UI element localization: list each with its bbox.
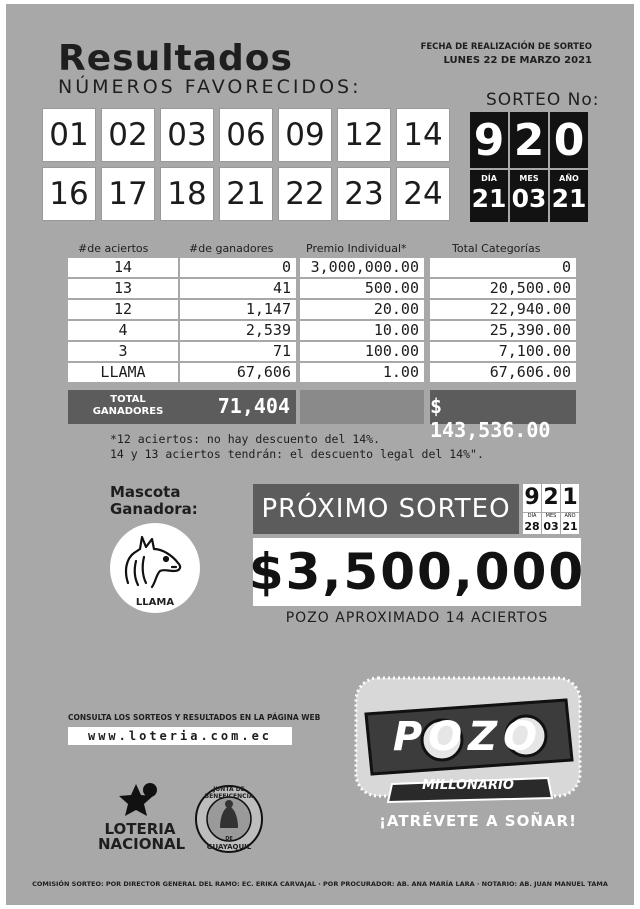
total-amount-row — [430, 390, 576, 442]
cell-aciertos: 4 — [68, 321, 178, 340]
col-header-premio: Premio Individual* — [306, 242, 407, 255]
col-header-total: Total Categorías — [452, 242, 541, 255]
cell-total: 20,500.00 — [430, 279, 576, 298]
total-winners-row — [68, 390, 296, 424]
cell-ganadores: 71 — [180, 342, 296, 361]
draw-month — [510, 170, 548, 222]
draw-day — [470, 170, 508, 222]
next-draw-label: PRÓXIMO SORTEO — [253, 484, 519, 534]
cell-total: 67,606.00 — [430, 363, 576, 382]
junta-beneficencia-seal — [194, 784, 264, 854]
cell-ganadores: 67,606 — [180, 363, 296, 382]
next-month-label: MES — [545, 513, 557, 519]
next-draw-month — [542, 513, 560, 534]
cell-premio: 10.00 — [300, 321, 424, 340]
next-draw-digit: 2 — [543, 485, 559, 510]
winning-number: 16 — [42, 167, 96, 221]
cell-total: 7,100.00 — [430, 342, 576, 361]
winning-number: 03 — [160, 108, 214, 162]
total-label-line1: TOTAL — [110, 394, 146, 405]
cell-aciertos: 13 — [68, 279, 178, 298]
cell-premio: 3,000,000.00 — [300, 258, 424, 277]
pozo-millonario-logo — [352, 674, 584, 808]
website-caption: CONSULTA LOS SORTEOS Y RESULTADOS EN LA PÁGINA WEB — [68, 713, 321, 722]
cell-aciertos: 3 — [68, 342, 178, 361]
total-winners-label — [78, 394, 178, 418]
next-year-label: AÑO — [564, 513, 576, 519]
total-amount-value: $ 143,536.00 — [430, 394, 551, 442]
slogan: ¡ATRÉVETE A SOÑAR! — [379, 812, 577, 830]
mascot-label — [110, 484, 198, 518]
draw-day-label: DÍA — [481, 174, 497, 183]
mascot-label-line1: Mascota — [110, 483, 181, 501]
next-month-value: 03 — [543, 520, 559, 533]
cell-ganadores: 0 — [180, 258, 296, 277]
winning-number: 01 — [42, 108, 96, 162]
winning-number: 21 — [219, 167, 273, 221]
website-url[interactable]: www.loteria.com.ec — [68, 727, 292, 745]
seal-top-text: JUNTA DE BENEFICENCIA — [204, 786, 254, 800]
cell-ganadores: 2,539 — [180, 321, 296, 340]
cell-premio: 100.00 — [300, 342, 424, 361]
winning-number: 17 — [101, 167, 155, 221]
winning-number: 06 — [219, 108, 273, 162]
total-blank-cell — [300, 390, 424, 424]
col-header-aciertos: #de aciertos — [78, 242, 149, 255]
draw-day-value: 21 — [471, 184, 507, 213]
winning-number: 23 — [337, 167, 391, 221]
cell-total: 22,940.00 — [430, 300, 576, 319]
next-day-value: 28 — [524, 520, 540, 533]
jackpot-amount: $3,500,000 — [253, 538, 581, 606]
cell-aciertos: 14 — [68, 258, 178, 277]
star-icon — [110, 780, 162, 820]
cell-premio: 20.00 — [300, 300, 424, 319]
total-winners-value: 71,404 — [217, 394, 290, 418]
cell-premio: 1.00 — [300, 363, 424, 382]
next-draw-day — [523, 513, 541, 534]
mascot-badge — [110, 523, 200, 613]
draw-month-value: 03 — [511, 184, 547, 213]
note-line-2: 14 y 13 aciertos tendrán: el descuento legal del 14%". — [110, 447, 484, 461]
draw-number-digit: 2 — [510, 112, 548, 168]
winning-number: 12 — [337, 108, 391, 162]
next-year-value: 21 — [562, 520, 578, 533]
draw-year-value: 21 — [551, 184, 587, 213]
next-draw-digit: 1 — [562, 485, 578, 510]
results-sheet — [6, 4, 634, 905]
next-draw-year — [561, 513, 579, 534]
seal-bottom-text: GUAYAQUIL — [206, 843, 252, 851]
draw-year-label: AÑO — [559, 174, 579, 183]
winning-number: 22 — [278, 167, 332, 221]
draw-date-value: LUNES 22 DE MARZO 2021 — [443, 55, 592, 66]
winning-number: 14 — [396, 108, 450, 162]
mascot-name: LLAMA — [135, 597, 175, 608]
draw-year — [550, 170, 588, 222]
winning-number: 18 — [160, 167, 214, 221]
draw-number-digit: 9 — [470, 112, 508, 168]
winning-number: 02 — [101, 108, 155, 162]
page-title: Resultados — [58, 38, 293, 79]
draw-number-digit: 0 — [550, 112, 588, 168]
loteria-nacional-text — [98, 820, 186, 853]
next-draw-digit: 9 — [524, 485, 540, 510]
mascot-label-line2: Ganadora: — [110, 500, 198, 518]
jackpot-caption: POZO APROXIMADO 14 ACIERTOS — [285, 610, 549, 626]
draw-number-label: SORTEO No: — [486, 90, 600, 110]
page-subtitle: NÚMEROS FAVORECIDOS: — [58, 76, 362, 98]
loteria-nacional-logo — [110, 780, 162, 820]
winning-number: 09 — [278, 108, 332, 162]
cell-aciertos: LLAMA — [68, 363, 178, 382]
loteria-line1: LOTERIA — [104, 820, 176, 838]
cell-total: 0 — [430, 258, 576, 277]
loteria-line2: NACIONAL — [98, 835, 186, 853]
cell-ganadores: 41 — [180, 279, 296, 298]
footer-commission: COMISIÓN SORTEO: POR DIRECTOR GENERAL DEL RAMO: EC. ERIKA CARVAJAL · POR PROCURADOR: AB. ANA MARÍA LARA · NOTARIO: AB. JUAN MANUEL TAMA — [32, 880, 608, 888]
cell-total: 25,390.00 — [430, 321, 576, 340]
draw-month-label: MES — [519, 174, 539, 183]
draw-date-label: FECHA DE REALIZACIÓN DE SORTEO — [420, 42, 592, 52]
col-header-ganadores: #de ganadores — [189, 242, 274, 255]
seal-de-text: DE — [225, 836, 233, 842]
total-label-line2: GANADORES — [92, 406, 164, 417]
note-line-1: *12 aciertos: no hay descuento del 14%. — [110, 432, 381, 446]
cell-aciertos: 12 — [68, 300, 178, 319]
cell-premio: 500.00 — [300, 279, 424, 298]
winning-number: 24 — [396, 167, 450, 221]
cell-ganadores: 1,147 — [180, 300, 296, 319]
pozo-wordmark: POZO — [392, 714, 544, 760]
millonario-wordmark: MILLONARIO — [422, 778, 514, 793]
next-day-label: DÍA — [527, 513, 537, 519]
